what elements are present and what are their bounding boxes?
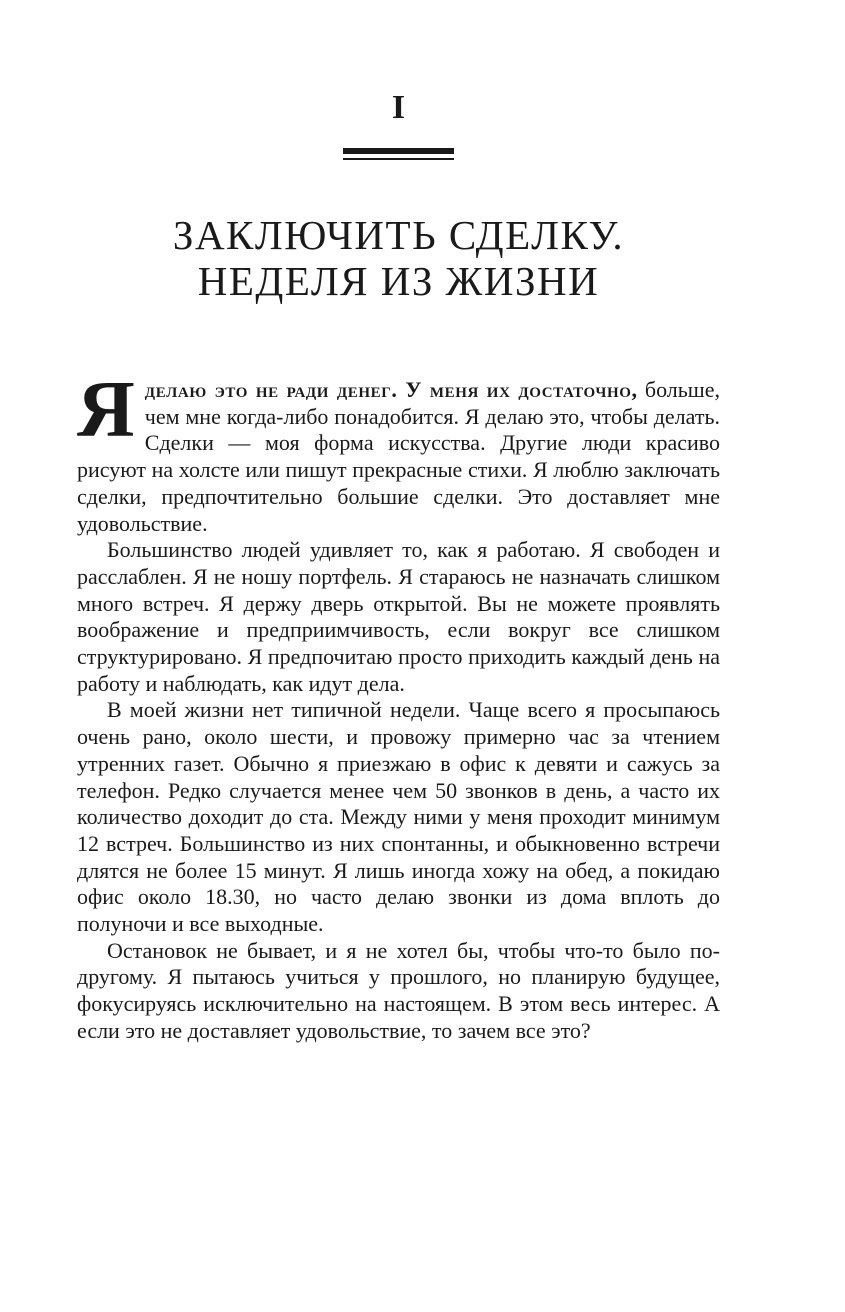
paragraph-1-text: больше, чем мне когда-либо понадобится. Я делаю это, чтобы делать. Сделки — моя форма искусства. Другие люди красиво рисуют на холсте или пишут прекрасные стихи. Я люблю заключать сделки, предпочтительно большие сделки. Это доставляет мне удовольствие. [77,377,721,536]
drop-cap: Я [77,366,135,454]
chapter-title [0,212,797,304]
chapter-title-line-1: ЗАКЛЮЧИТЬ СДЕЛКУ. [172,212,625,258]
chapter-title-line-2: НЕДЕЛЯ ИЗ ЖИЗНИ [197,258,600,304]
paragraph-2: Большинство людей удивляет то, как я работаю. Я свободен и расслаблен. Я не ношу портфель. Я стараюсь не назначать слишком много встреч. Я держу дверь открытой. Вы не можете проявлять воображение и предприимчивость, если вокруг все слишком структурировано. Я предпочитаю просто приходить каждый день на работу и наблюдать, как идут дела. [77,537,720,696]
chapter-number: I [391,89,406,126]
paragraph-3: В моей жизни нет типичной недели. Чаще всего я просыпаюсь очень рано, около шести, и провожу примерно час за чтением утренних газет. Обычно я приезжаю в офис к девяти и сажусь за телефон. Редко случается менее чем 50 звонков в день, а часто их количество доходит до ста. Между ними у меня проходит минимум 12 встреч. Большинство из них спонтанны, и обыкновенно встречи длятся не более 15 минут. Я лишь иногда хожу на обед, а покидаю офис около 18.30, но часто делаю звонки из дома вплоть до полуночи и все выходные. [77,697,720,937]
chapter-body [77,366,721,1045]
paragraph-1 [77,366,721,537]
paragraph-4: Остановок не бывает, и я не хотел бы, чтобы что-то было по-другому. Я пытаюсь учиться у прошлого, но планирую будущее, фокусируясь исключительно на настоящем. В этом весь интерес. А если это не доставляет удовольствие, то зачем все это? [77,937,720,1043]
chapter-rule-thick [343,148,454,154]
chapter-rule-thin [343,158,454,160]
lead-in-small-caps: делаю это не ради денег. У меня их достаточно, [144,377,638,402]
